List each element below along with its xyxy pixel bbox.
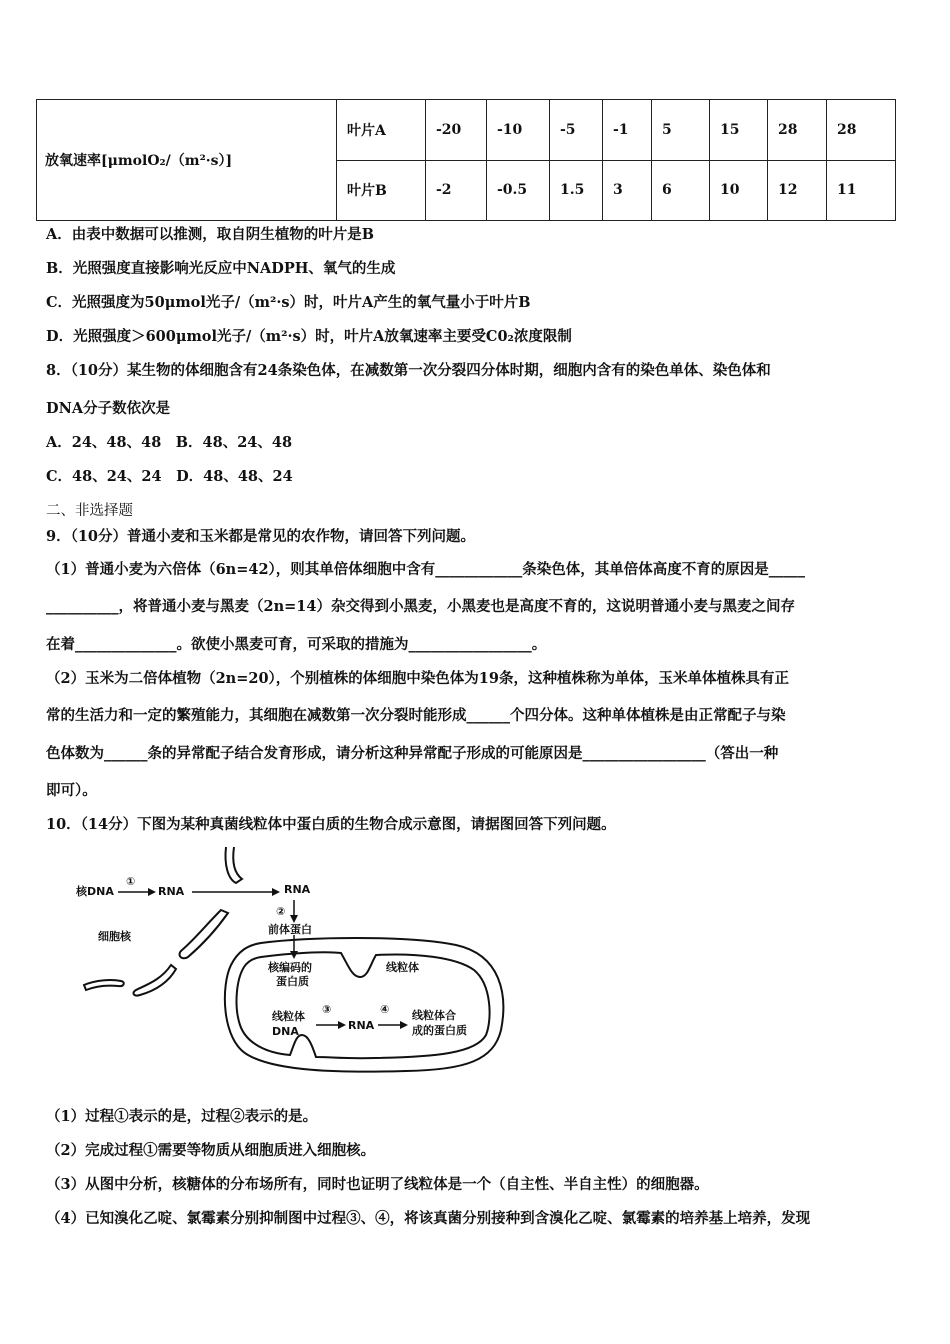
q8-options-cd: C．48、24、24 D．48、48、24: [46, 468, 293, 485]
q9-part2-line3: 色体数为______条的异常配子结合发育形成，请分析这种异常配子形成的可能原因是_________________（答出一种: [46, 745, 779, 762]
row-label: 放氧速率[μmolO₂/（m²·s）]: [37, 100, 337, 221]
mitochondria-protein-synthesis-figure: [76, 845, 516, 1095]
mito-rna-label: RNA: [348, 1019, 375, 1032]
q8-options-ab: A．24、48、48 B．48、24、48: [46, 434, 293, 451]
mito-dna-label-1: 线粒体: [272, 1010, 305, 1023]
section-heading: 二、非选择题: [46, 503, 133, 519]
q7-option-d: D．光照强度＞600μmol光子/（m²·s）时，叶片A放氧速率主要受C0₂浓度限制: [46, 328, 572, 345]
mito-synthesized-protein-label-2: 成的蛋白质: [412, 1024, 467, 1037]
nuclear-encoded-protein-label-2: 蛋白质: [276, 975, 309, 988]
table-cell: -5: [550, 100, 603, 161]
q9-part1-line1: （1）普通小麦为六倍体（6n=42），则其单倍体细胞中含有____________条染色体，其单倍体高度不育的原因是_____: [46, 561, 806, 578]
table-cell: -0.5: [487, 160, 550, 221]
table-cell: 6: [652, 160, 710, 221]
q10-sub2: （2）完成过程①需要等物质从细胞质进入细胞核。: [46, 1142, 376, 1159]
q9-part1-line3: 在着______________。欲使小黑麦可育，可采取的措施为_________________。: [46, 636, 547, 653]
arrow-head: [290, 915, 298, 923]
table-cell: 10: [710, 160, 768, 221]
step1-label: ①: [126, 875, 136, 888]
table-cell: -10: [487, 100, 550, 161]
mito-synthesized-protein-label-1: 线粒体合: [412, 1009, 456, 1022]
table-cell: 1.5: [550, 160, 603, 221]
precursor-protein-label: 前体蛋白: [268, 923, 312, 936]
arrow-head: [272, 888, 280, 896]
q7-option-b: B．光照强度直接影响光反应中NADPH、氧气的生成: [46, 260, 396, 277]
leaf-b-label: 叶片B: [337, 160, 426, 221]
q9-part2-line2: 常的生活力和一定的繁殖能力，其细胞在减数第一次分裂时能形成______个四分体。这种单体植株是由正常配子与染: [46, 707, 786, 724]
q10-sub1: （1）过程①表示的是，过程②表示的是。: [46, 1108, 318, 1125]
nuclear-dna-label: 核DNA: [76, 885, 114, 898]
q8-stem-cont: DNA分子数依次是: [46, 400, 171, 417]
nuclear-envelope: [133, 965, 176, 996]
oxygen-rate-table: [36, 99, 896, 221]
q10-stem: 10．（14分）下图为某种真菌线粒体中蛋白质的生物合成示意图，请据图回答下列问题。: [46, 816, 616, 833]
arrow-head: [148, 888, 156, 896]
table-row: [37, 100, 896, 161]
q9-part1-line2: __________，将普通小麦与黑麦（2n=14）杂交得到小黑麦，小黑麦也是高度不育的，这说明普通小麦与黑麦之间存: [46, 598, 795, 615]
q10-sub3: （3）从图中分析，核糖体的分布场所有，同时也证明了线粒体是一个（自主性、半自主性）的细胞器。: [46, 1176, 709, 1193]
mito-dna-label-2: DNA: [272, 1025, 299, 1038]
table-cell: -2: [426, 160, 487, 221]
leaf-a-label: 叶片A: [337, 100, 426, 161]
step4-label: ④: [380, 1003, 390, 1016]
rna-label-2: RNA: [284, 883, 311, 896]
membrane-fragment: [225, 847, 242, 883]
table-cell: 3: [603, 160, 652, 221]
nuclear-envelope: [84, 980, 124, 990]
step3-label: ③: [322, 1003, 332, 1016]
nuclear-envelope: [180, 910, 228, 958]
arrow-head: [290, 951, 298, 959]
q10-sub4: （4）已知溴化乙啶、氯霉素分别抑制图中过程③、④，将该真菌分别接种到含溴化乙啶、氯霉素的培养基上培养，发现: [46, 1210, 811, 1227]
nucleus-label: 细胞核: [98, 930, 131, 943]
table-cell: 11: [827, 160, 896, 221]
rna-label: RNA: [158, 885, 185, 898]
mitochondrion-label: 线粒体: [386, 961, 419, 974]
table-cell: -1: [603, 100, 652, 161]
table-cell: 28: [827, 100, 896, 161]
step2-label: ②: [276, 905, 286, 918]
q9-stem: 9．（10分）普通小麦和玉米都是常见的农作物，请回答下列问题。: [46, 528, 476, 545]
nuclear-encoded-protein-label-1: 核编码的: [268, 961, 312, 974]
q8-stem: 8．（10分）某生物的体细胞含有24条染色体，在减数第一次分裂四分体时期，细胞内含有的染色单体、染色体和: [46, 362, 771, 379]
q7-option-a: A．由表中数据可以推测，取自阴生植物的叶片是B: [46, 226, 375, 243]
q7-option-c: C．光照强度为50μmol光子/（m²·s）时，叶片A产生的氧气量小于叶片B: [46, 294, 531, 311]
mitochondrion-outer-membrane: [225, 938, 503, 1072]
table-cell: 5: [652, 100, 710, 161]
table-cell: 12: [768, 160, 827, 221]
q9-part2-line4: 即可）。: [46, 782, 97, 799]
arrow-head: [400, 1021, 408, 1029]
q9-part2-line1: （2）玉米为二倍体植物（2n=20），个别植株的体细胞中染色体为19条，这种植株称为单体，玉米单体植株具有正: [46, 670, 789, 687]
table-cell: 28: [768, 100, 827, 161]
table-cell: -20: [426, 100, 487, 161]
arrow-head: [338, 1021, 346, 1029]
table-cell: 15: [710, 100, 768, 161]
